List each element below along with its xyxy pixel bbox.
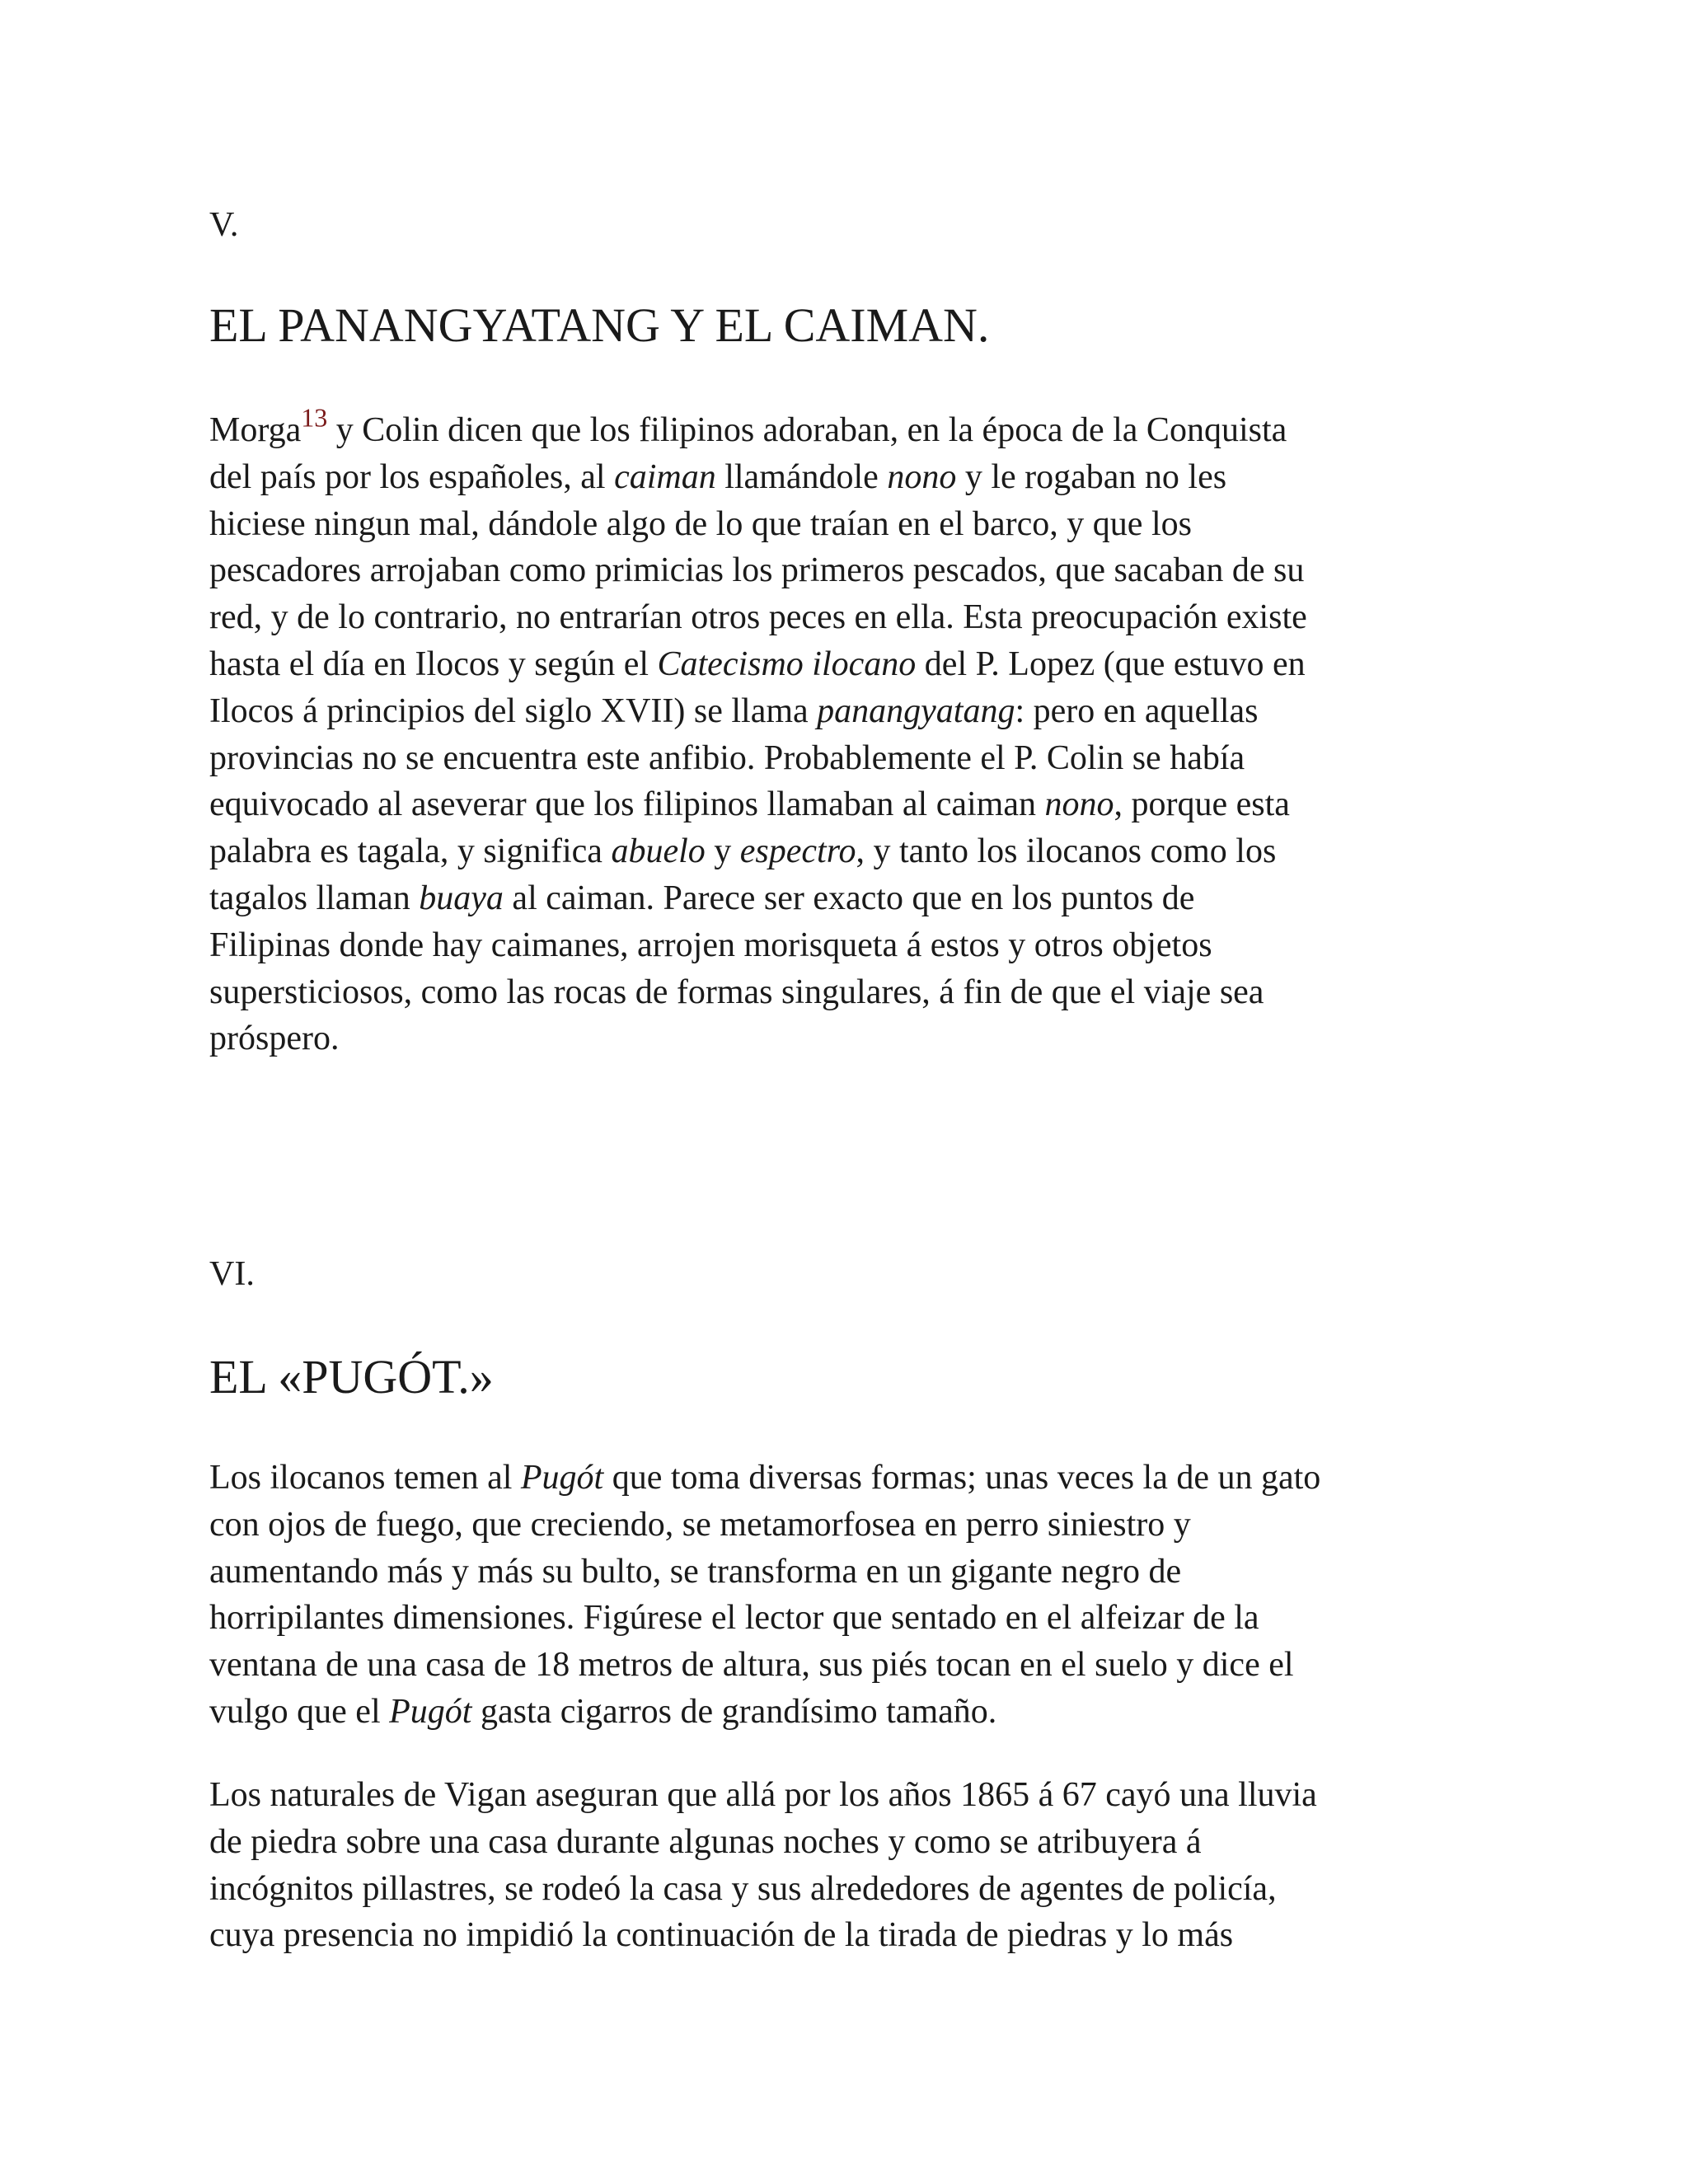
text-run: Filipinas donde hay caimanes, arrojen morisqueta á estos y otros objetos xyxy=(209,926,1212,964)
text-line xyxy=(209,688,1495,735)
text-run: Los ilocanos temen al xyxy=(209,1459,521,1497)
text-line xyxy=(209,781,1495,828)
chapter-title: EL «PUGÓT.» xyxy=(209,1350,494,1404)
chapter-title: EL PANANGYATANG Y EL CAIMAN. xyxy=(209,298,990,352)
paragraph xyxy=(209,402,1495,1062)
text-line xyxy=(209,501,1495,548)
text-line xyxy=(209,969,1495,1016)
text-run: al caiman. Parece ser exacto que en los puntos de xyxy=(503,879,1195,917)
chapter-number: VI. xyxy=(209,1255,255,1293)
text-line xyxy=(209,547,1495,594)
text-line xyxy=(209,1455,1495,1502)
text-run: provincias no se encuentra este anfibio. Probablemente el P. Colin se había xyxy=(209,738,1245,777)
text-run: Los naturales de Vigan aseguran que allá por los años 1865 á 67 cayó una lluvia xyxy=(209,1776,1317,1814)
italic-term: panangyatang xyxy=(817,691,1015,730)
text-line xyxy=(209,1015,1495,1062)
text-run: vulgo que el xyxy=(209,1692,390,1731)
italic-term: nono xyxy=(887,457,957,496)
text-line xyxy=(209,1689,1495,1736)
text-line xyxy=(209,1866,1495,1913)
text-run: y le rogaban no les xyxy=(956,457,1227,496)
text-run: ventana de una casa de 18 metros de altura, sus piés tocan en el suelo y dice el xyxy=(209,1646,1294,1685)
chapter-number: V. xyxy=(209,206,239,244)
text-run: cuya presencia no impidió la continuación de la tirada de piedras y lo más xyxy=(209,1916,1234,1955)
footnote-link[interactable]: 13 xyxy=(301,402,328,433)
italic-term: caiman xyxy=(614,457,716,496)
text-run: de piedra sobre una casa durante algunas noches y como se atribuyera á xyxy=(209,1822,1202,1861)
text-line xyxy=(209,922,1495,969)
text-run: del país por los españoles, al xyxy=(209,457,615,496)
italic-term: buaya xyxy=(419,879,504,917)
text-line xyxy=(209,735,1495,782)
text-line xyxy=(209,454,1495,501)
text-run: red, y de lo contrario, no entrarían otros peces en ella. Esta preocupación existe xyxy=(209,598,1307,637)
text-run: horripilantes dimensiones. Figúrese el lector que sentado en el alfeizar de la xyxy=(209,1599,1259,1638)
text-run: y Colin dicen que los filipinos adoraban, en la época de la Conquista xyxy=(327,411,1287,449)
text-run: aumentando más y más su bulto, se transforma en un gigante negro de xyxy=(209,1552,1182,1591)
text-line xyxy=(209,1549,1495,1596)
text-line xyxy=(209,1595,1495,1642)
text-run: del P. Lopez (que estuvo en xyxy=(916,644,1306,683)
text-run: supersticiosos, como las rocas de formas singulares, á fin de que el viaje sea xyxy=(209,972,1264,1011)
italic-term: Catecismo ilocano xyxy=(657,644,917,683)
paragraph xyxy=(209,1772,1495,1959)
text-run: tagalos llaman xyxy=(209,879,420,917)
text-run: : pero en aquellas xyxy=(1015,691,1259,730)
text-line xyxy=(209,1912,1495,1959)
text-line xyxy=(209,1502,1495,1549)
text-line xyxy=(209,875,1495,922)
text-run: y xyxy=(705,832,740,871)
text-run: hiciese ningun mal, dándole algo de lo que traían en el barco, y que los xyxy=(209,504,1192,543)
text-run: palabra es tagala, y significa xyxy=(209,832,612,871)
text-line xyxy=(209,641,1495,688)
text-run: llamándole xyxy=(715,457,888,496)
italic-term: Pugót xyxy=(520,1459,604,1497)
paragraph xyxy=(209,1455,1495,1736)
text-run: con ojos de fuego, que creciendo, se metamorfosea en perro siniestro y xyxy=(209,1505,1191,1544)
text-run: hasta el día en Ilocos y según el xyxy=(209,644,658,683)
italic-term: abuelo xyxy=(611,832,706,871)
text-run: Ilocos á principios del siglo XVII) se llama xyxy=(209,691,818,730)
text-line xyxy=(209,828,1495,875)
text-run: Morga xyxy=(209,411,302,449)
text-run: gasta cigarros de grandísimo tamaño. xyxy=(471,1692,997,1731)
text-line xyxy=(209,1642,1495,1689)
text-line xyxy=(209,1772,1495,1819)
text-run: que toma diversas formas; unas veces la de un gato xyxy=(603,1459,1321,1497)
italic-term: nono xyxy=(1044,785,1114,824)
italic-term: espectro xyxy=(739,832,856,871)
italic-term: Pugót xyxy=(389,1692,472,1731)
text-line xyxy=(209,402,1495,454)
text-run: , y tanto los ilocanos como los xyxy=(856,832,1277,871)
text-run: equivocado al aseverar que los filipinos llamaban al caiman xyxy=(209,785,1045,824)
text-line xyxy=(209,1819,1495,1866)
text-run: , porque esta xyxy=(1114,785,1290,824)
text-run: pescadores arrojaban como primicias los primeros pescados, que sacaban de su xyxy=(209,551,1305,590)
text-run: próspero. xyxy=(209,1019,340,1058)
text-run: incógnitos pillastres, se rodeó la casa y sus alrededores de agentes de policía, xyxy=(209,1869,1277,1908)
text-line xyxy=(209,594,1495,641)
